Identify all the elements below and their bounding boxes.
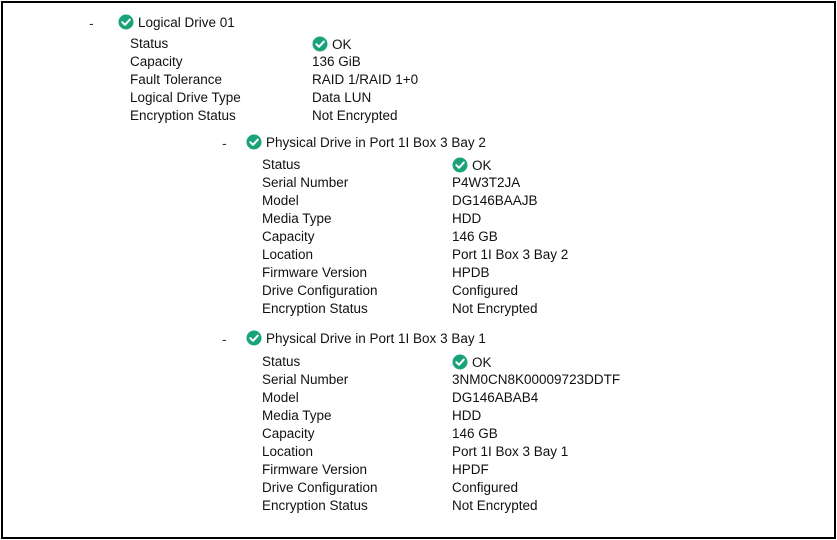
check-circle-icon	[246, 134, 262, 150]
property-value: Configured	[452, 480, 519, 495]
property-label: Firmware Version	[262, 265, 368, 280]
property-label: Media Type	[262, 211, 332, 226]
property-label: Drive Configuration	[262, 283, 378, 298]
property-value: DG146ABAB4	[452, 390, 539, 405]
property-label: Capacity	[262, 426, 315, 441]
property-value: 146 GB	[452, 426, 498, 441]
physical-drive-title-text: Physical Drive in Port 1I Box 3 Bay 1	[266, 331, 486, 346]
status-value	[452, 354, 492, 371]
property-value: Configured	[452, 283, 519, 298]
property-label: Model	[262, 193, 299, 208]
property-label: Encryption Status	[262, 301, 368, 316]
property-label: Serial Number	[262, 175, 349, 190]
logical-drive-title[interactable]	[118, 14, 235, 31]
property-value: HDD	[452, 211, 482, 226]
status-text: OK	[332, 37, 352, 52]
physical-drive-collapse-toggle[interactable]: -	[222, 331, 227, 347]
physical-drive-collapse-toggle[interactable]: -	[222, 135, 227, 151]
property-label: Location	[262, 444, 314, 459]
status-text: OK	[472, 158, 492, 173]
check-circle-icon	[118, 14, 134, 30]
property-label: Capacity	[130, 54, 183, 69]
property-value: HPDB	[452, 265, 490, 280]
property-label: Drive Configuration	[262, 480, 378, 495]
property-value: 3NM0CN8K00009723DDTF	[452, 372, 621, 387]
property-label: Encryption Status	[130, 108, 236, 123]
status-value	[312, 36, 352, 53]
check-circle-icon	[312, 36, 328, 52]
physical-drive-title-text: Physical Drive in Port 1I Box 3 Bay 2	[266, 135, 486, 150]
property-label: Capacity	[262, 229, 315, 244]
property-value: DG146BAAJB	[452, 193, 538, 208]
property-value: P4W3T2JA	[452, 175, 521, 190]
property-value: HDD	[452, 408, 482, 423]
property-value: Port 1I Box 3 Bay 2	[452, 247, 569, 262]
property-label: Status	[130, 36, 169, 51]
property-value: RAID 1/RAID 1+0	[312, 72, 419, 87]
property-label: Logical Drive Type	[130, 90, 241, 105]
property-label: Firmware Version	[262, 462, 368, 477]
property-label: Encryption Status	[262, 498, 368, 513]
property-value: HPDF	[452, 462, 489, 477]
logical-drive-title-text: Logical Drive 01	[138, 15, 235, 30]
property-label: Status	[262, 354, 301, 369]
check-circle-icon	[452, 157, 468, 173]
property-value: Port 1I Box 3 Bay 1	[452, 444, 569, 459]
property-label: Model	[262, 390, 299, 405]
property-label: Fault Tolerance	[130, 72, 223, 87]
property-value: Not Encrypted	[312, 108, 398, 123]
property-label: Serial Number	[262, 372, 349, 387]
property-label: Media Type	[262, 408, 332, 423]
property-label: Status	[262, 157, 301, 172]
logical-drive-collapse-toggle[interactable]: -	[89, 15, 94, 31]
physical-drive-title[interactable]	[246, 330, 486, 347]
property-value: Not Encrypted	[452, 301, 538, 316]
check-circle-icon	[452, 354, 468, 370]
property-value: 146 GB	[452, 229, 498, 244]
status-text: OK	[472, 355, 492, 370]
physical-drive-title[interactable]	[246, 134, 486, 151]
property-value: Not Encrypted	[452, 498, 538, 513]
property-value: 136 GiB	[312, 54, 361, 69]
check-circle-icon	[246, 330, 262, 346]
storage-details-panel	[1, 1, 836, 539]
property-value: Data LUN	[312, 90, 372, 105]
status-value	[452, 157, 492, 174]
property-label: Location	[262, 247, 314, 262]
